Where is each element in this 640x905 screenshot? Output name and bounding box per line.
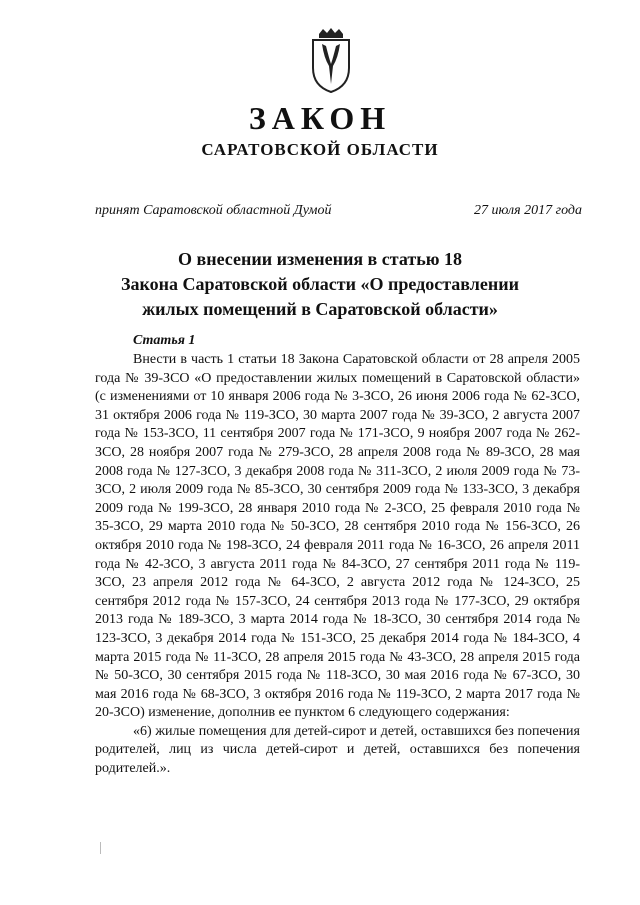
saratov-coat-of-arms-icon <box>305 28 357 94</box>
article-body <box>95 351 580 779</box>
article-paragraph: «6) жилые помещения для детей-сирот и детей, оставшихся без попечения родителей, лиц из числа детей-сирот и детей, оставшихся без попечения родителей.». <box>95 723 580 777</box>
article-title: Статья 1 <box>133 333 196 348</box>
law-title: ЗАКОН <box>248 100 392 136</box>
adoption-date: 27 июля 2017 года <box>474 203 582 218</box>
adopted-by: принят Саратовской областной Думой <box>95 203 332 218</box>
heading-line: Закона Саратовской области «О предоставлении <box>121 274 519 294</box>
heading-line: жилых помещений в Саратовской области» <box>142 299 498 319</box>
document-heading <box>60 247 580 322</box>
scan-mark <box>100 842 101 854</box>
law-subtitle: САРАТОВСКОЙ ОБЛАСТИ <box>201 140 439 159</box>
article-paragraph: Внести в часть 1 статьи 18 Закона Саратовской области от 28 апреля 2005 года № 39-ЗСО «О предоставлении жилых помещений в Саратовской области» (с изменениями от 10 января 2006 года № 3-ЗСО, 26 июня 2006 года № 62-ЗСО, 31 октября 2006 года № 119-ЗСО, 30 марта 2007 года № 39-ЗСО, 2 августа 2007 года № 153-ЗСО, 11 сентября 2007 года № 171-ЗСО, 9 ноября 2007 года № 262-ЗСО, 28 ноября 2007 года № 279-ЗСО, 28 апреля 2008 года № 89-ЗСО, 28 мая 2008 года № 127-ЗСО, 3 декабря 2008 года № 311-ЗСО, 2 июля 2009 года № 73-ЗСО, 2 июля 2009 года № 85-ЗСО, 30 сентября 2009 года № 133-ЗСО, 3 декабря 2009 года № 199-ЗСО, 28 января 2010 года № 2-ЗСО, 25 февраля 2010 года № 35-ЗСО, 29 марта 2010 года № 50-ЗСО, 28 сентября 2010 года № 156-ЗСО, 26 октября 2010 года № 198-ЗСО, 24 февраля 2011 года № 16-ЗСО, 26 апреля 2011 года № 42-ЗСО, 3 августа 2011 года № 84-ЗСО, 27 сентября 2011 года № 119-ЗСО, 23 апреля 2012 года № 64-ЗСО, 2 августа 2012 года № 124-ЗСО, 25 сентября 2012 года № 157-ЗСО, 24 сентября 2013 года № 177-ЗСО, 29 октября 2013 года № 189-ЗСО, 3 марта 2014 года № 18-ЗСО, 30 сентября 2014 года № 123-ЗСО, 3 декабря 2014 года № 151-ЗСО, 25 декабря 2014 года № 184-ЗСО, 4 марта 2015 года № 11-ЗСО, 28 апреля 2015 года № 43-ЗСО, 28 апреля 2015 года № 50-ЗСО, 30 сентября 2015 года № 118-ЗСО, 30 мая 2016 года № 67-ЗСО, 30 мая 2016 года № 68-ЗСО, 3 октября 2016 года № 119-ЗСО, 2 марта 2017 года № 20-ЗСО) изменение, дополнив ее пунктом 6 следующего содержания: <box>95 352 580 721</box>
heading-line: О внесении изменения в статью 18 <box>178 249 462 269</box>
